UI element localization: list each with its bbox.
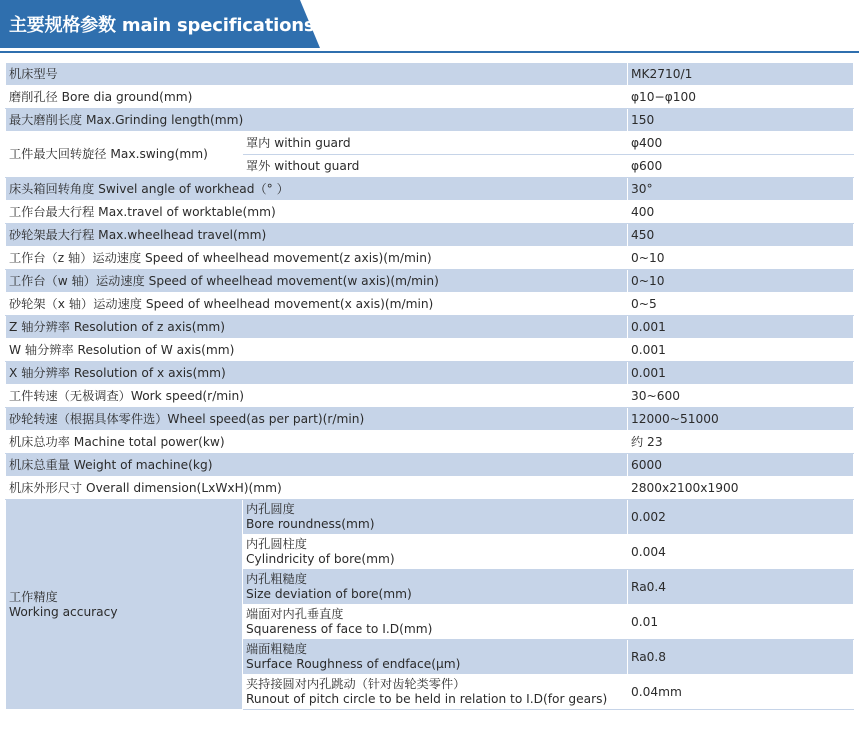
accuracy-group-label: [6, 500, 243, 710]
accuracy-item-label: [243, 640, 628, 675]
spec-value: 0.001: [628, 339, 854, 362]
section-header: [0, 0, 320, 48]
spec-value: 400: [628, 201, 854, 224]
spec-label: 工作台（w 轴）运动速度 Speed of wheelhead movement(w axis)(m/min): [6, 270, 628, 293]
spec-label: 砂轮架最大行程 Max.wheelhead travel(mm): [6, 224, 628, 247]
accuracy-item-value: Ra0.4: [628, 570, 854, 605]
table-row: [6, 454, 854, 477]
accuracy-item-en: Bore roundness(mm): [246, 517, 375, 531]
spec-label: Z 轴分辨率 Resolution of z axis(mm): [6, 316, 628, 339]
spec-label: 磨削孔径 Bore dia ground(mm): [6, 86, 628, 109]
accuracy-item-en: Size deviation of bore(mm): [246, 587, 412, 601]
spec-label: 工件最大回转旋径 Max.swing(mm): [6, 132, 243, 178]
spec-label: 砂轮架（x 轴）运动速度 Speed of wheelhead movement(x axis)(m/min): [6, 293, 628, 316]
table-row: [6, 339, 854, 362]
spec-value: 12000~51000: [628, 408, 854, 431]
spec-value: 450: [628, 224, 854, 247]
accuracy-item-en: Runout of pitch circle to be held in relation to I.D(for gears): [246, 692, 608, 706]
spec-label: 工件转速（无极调查）Work speed(r/min): [6, 385, 628, 408]
table-row: [6, 201, 854, 224]
accuracy-item-value: 0.002: [628, 500, 854, 535]
spec-label: 机床外形尺寸 Overall dimension(LxWxH)(mm): [6, 477, 628, 500]
table-row: [6, 500, 854, 535]
spec-label: 床头箱回转角度 Swivel angle of workhead（° ）: [6, 178, 628, 201]
accuracy-item-cn: 端面粗糙度: [246, 642, 307, 656]
table-row: [6, 477, 854, 500]
table-row: [6, 293, 854, 316]
accuracy-item-cn: 内孔圆柱度: [246, 537, 307, 551]
header-divider: [0, 51, 859, 53]
accuracy-item-cn: 夹持接圆对内孔跳动（针对齿轮类零件）: [246, 677, 466, 691]
spec-value: φ400: [628, 132, 854, 155]
accuracy-item-value: 0.004: [628, 535, 854, 570]
spec-value: 30~600: [628, 385, 854, 408]
spec-value: 0.001: [628, 316, 854, 339]
table-row: [6, 408, 854, 431]
table-row: [6, 86, 854, 109]
spec-label: 工作台（z 轴）运动速度 Speed of wheelhead movement(z axis)(m/min): [6, 247, 628, 270]
table-row: [6, 270, 854, 293]
accuracy-item-en: Cylindricity of bore(mm): [246, 552, 395, 566]
accuracy-item-label: [243, 605, 628, 640]
accuracy-label-cn: 工作精度: [9, 589, 58, 604]
accuracy-item-label: [243, 535, 628, 570]
table-row: [6, 362, 854, 385]
spec-value: 约 23: [628, 431, 854, 454]
accuracy-item-cn: 端面对内孔垂直度: [246, 607, 344, 621]
table-row: [6, 132, 854, 155]
spec-value: φ600: [628, 155, 854, 178]
accuracy-item-label: [243, 570, 628, 605]
header-title: [9, 11, 314, 37]
table-row: [6, 224, 854, 247]
spec-label: 工作台最大行程 Max.travel of worktable(mm): [6, 201, 628, 224]
accuracy-item-cn: 内孔粗糙度: [246, 572, 307, 586]
spec-value: 150: [628, 109, 854, 132]
spec-label: W 轴分辨率 Resolution of W axis(mm): [6, 339, 628, 362]
header-title-en: main specifications: [121, 15, 315, 36]
spec-sub-label: 罩外 without guard: [243, 155, 628, 178]
table-row: [6, 63, 854, 86]
table-row: [6, 385, 854, 408]
spec-label: X 轴分辨率 Resolution of x axis(mm): [6, 362, 628, 385]
accuracy-item-en: Surface Roughness of endface(μm): [246, 657, 461, 671]
accuracy-item-value: Ra0.8: [628, 640, 854, 675]
spec-sub-label: 罩内 within guard: [243, 132, 628, 155]
spec-label: 机床总功率 Machine total power(kw): [6, 431, 628, 454]
header-title-cn: 主要规格参数: [9, 15, 116, 36]
spec-value: 0~10: [628, 247, 854, 270]
spec-value: φ10−φ100: [628, 86, 854, 109]
accuracy-item-cn: 内孔圆度: [246, 502, 295, 516]
spec-value: 6000: [628, 454, 854, 477]
table-row: [6, 109, 854, 132]
accuracy-item-value: 0.01: [628, 605, 854, 640]
spec-value: MK2710/1: [628, 63, 854, 86]
accuracy-item-value: 0.04mm: [628, 675, 854, 710]
spec-value: 30°: [628, 178, 854, 201]
accuracy-label-en: Working accuracy: [9, 604, 118, 619]
spec-value: 2800x2100x1900: [628, 477, 854, 500]
table-row: [6, 431, 854, 454]
accuracy-item-en: Squareness of face to I.D(mm): [246, 622, 433, 636]
specifications-table: [5, 62, 854, 710]
spec-value: 0~5: [628, 293, 854, 316]
table-row: [6, 178, 854, 201]
spec-value: 0~10: [628, 270, 854, 293]
table-row: [6, 316, 854, 339]
spec-label: 机床型号: [6, 63, 628, 86]
spec-value: 0.001: [628, 362, 854, 385]
accuracy-item-label: [243, 675, 628, 710]
spec-label: 砂轮转速（根据具体零件选）Wheel speed(as per part)(r/min): [6, 408, 628, 431]
table-row: [6, 247, 854, 270]
spec-label: 最大磨削长度 Max.Grinding length(mm): [6, 109, 628, 132]
spec-label: 机床总重量 Weight of machine(kg): [6, 454, 628, 477]
accuracy-item-label: [243, 500, 628, 535]
